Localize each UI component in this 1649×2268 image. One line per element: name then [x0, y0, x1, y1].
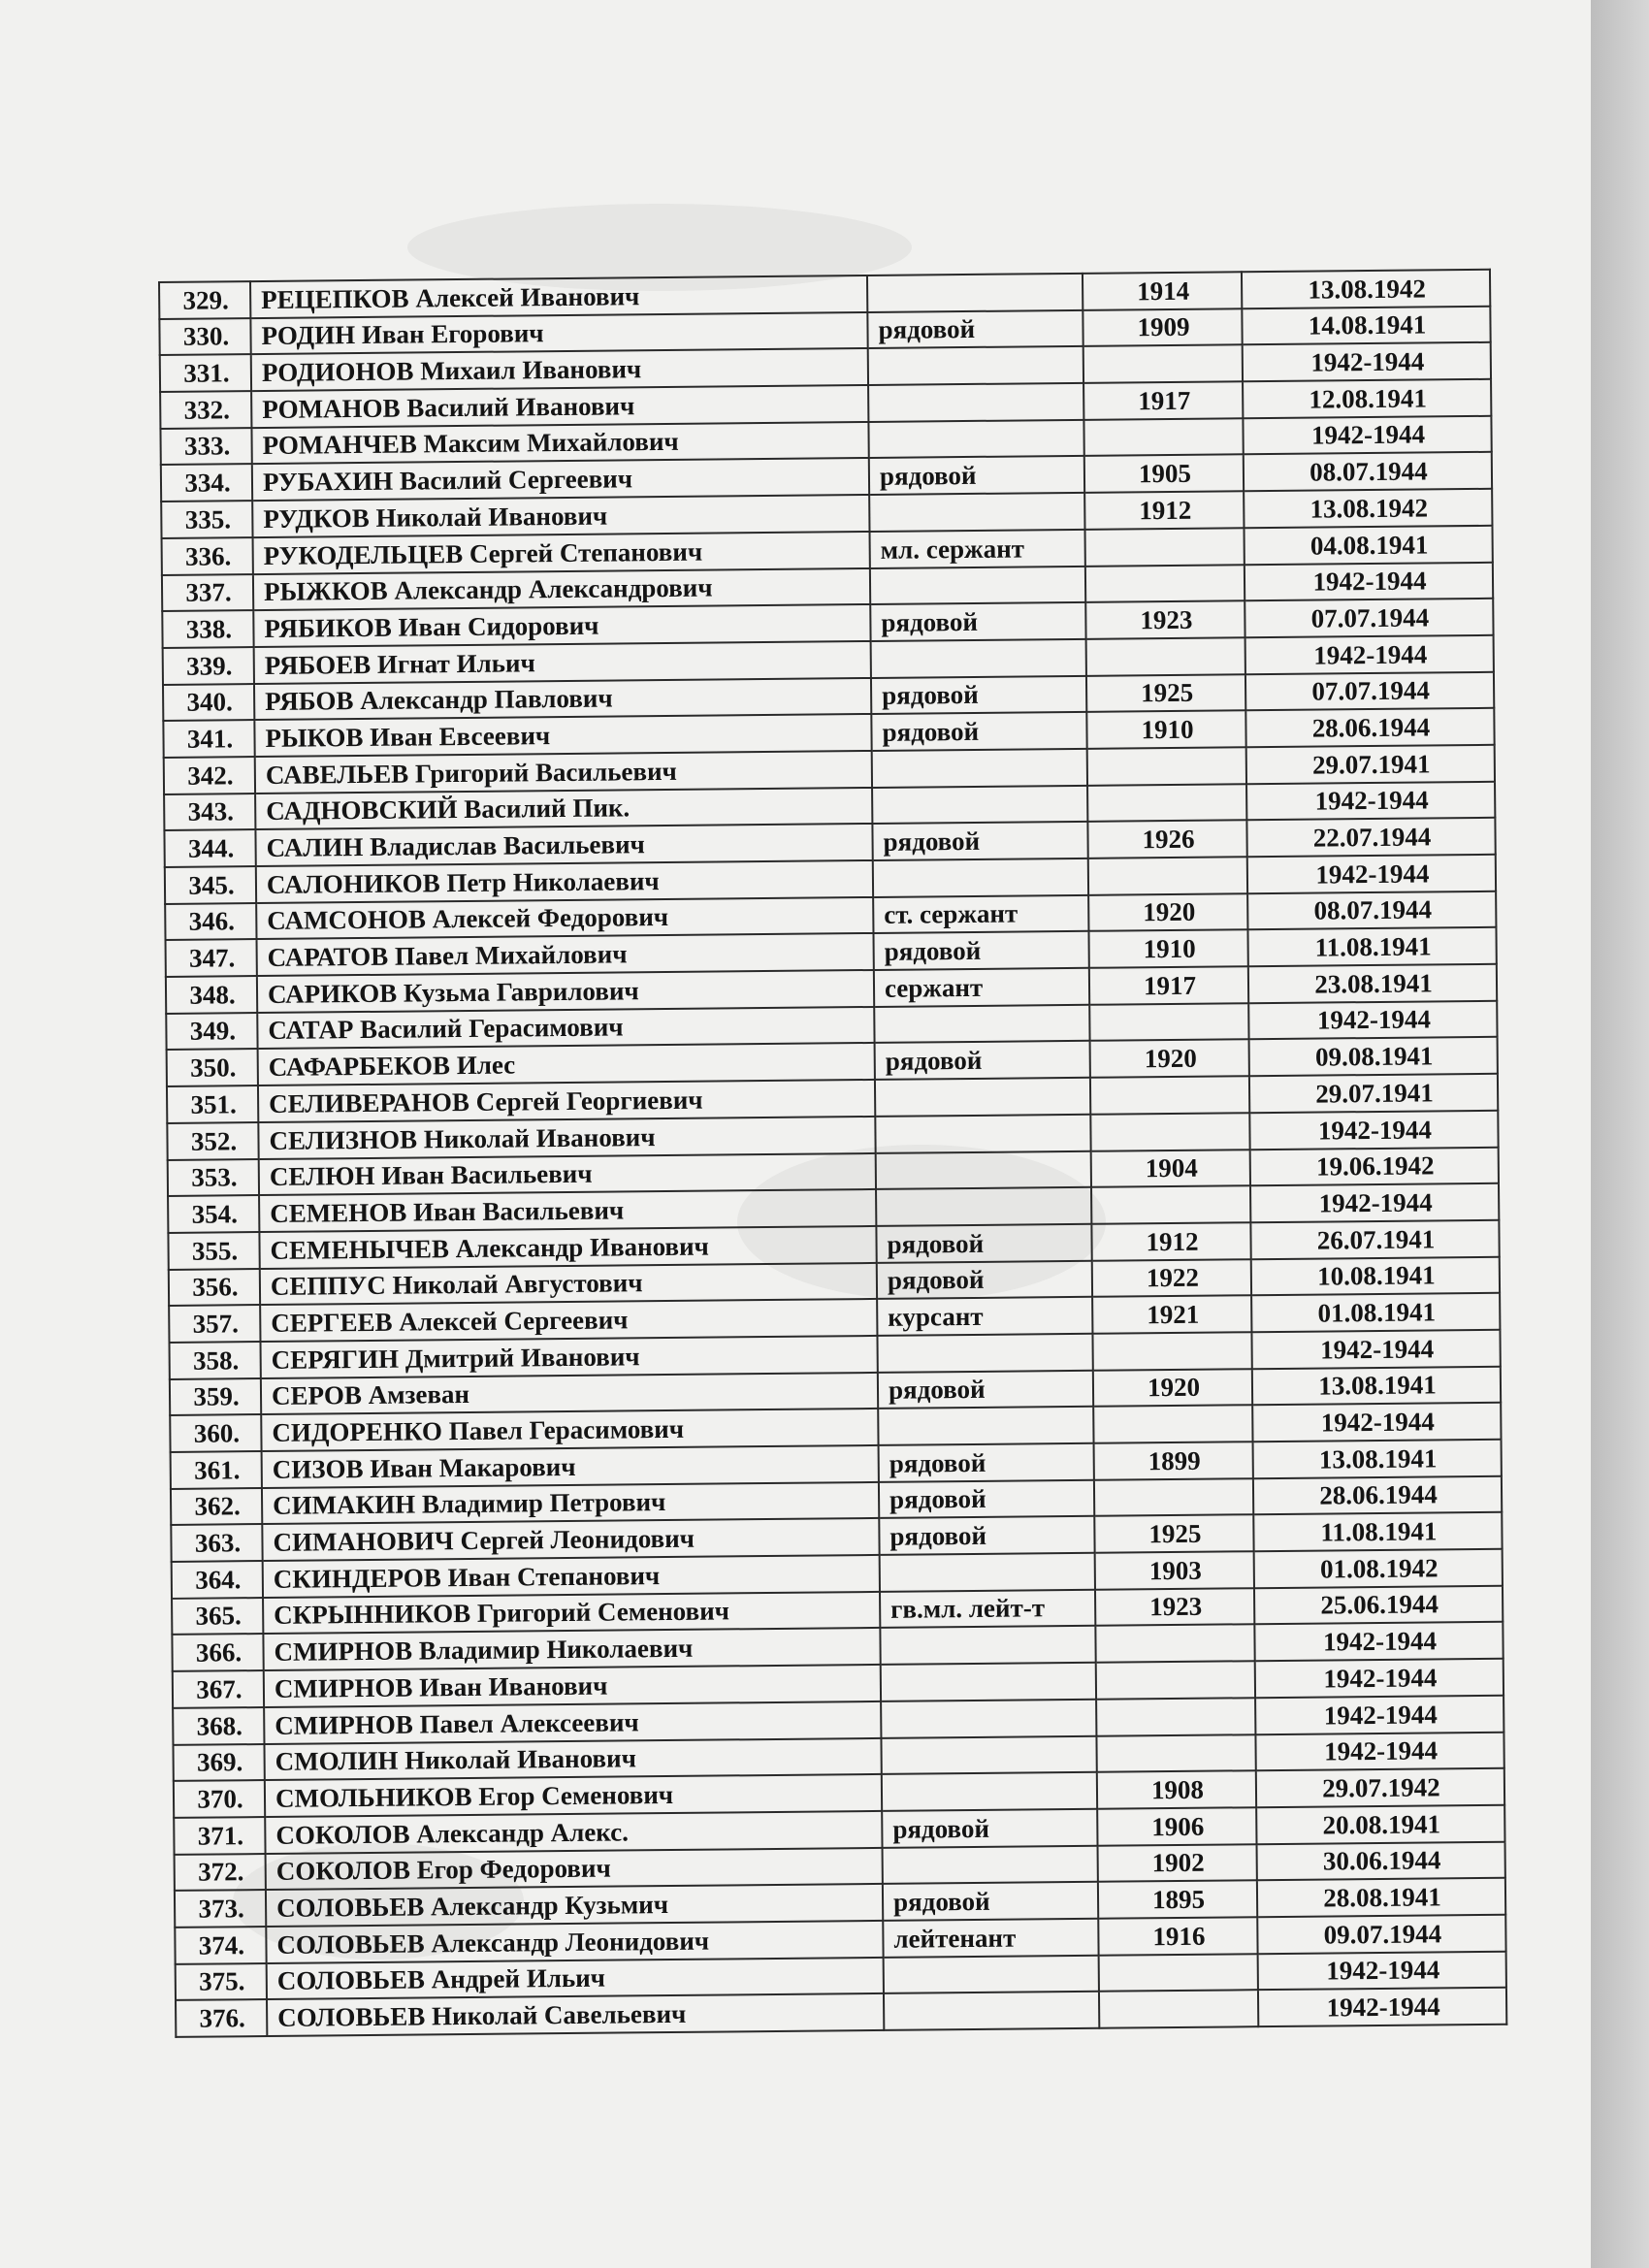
record-number: 341. — [163, 720, 254, 758]
record-name: СМИРНОВ Иван Иванович — [264, 1665, 881, 1707]
records-table-body — [159, 270, 1506, 2037]
record-number: 362. — [171, 1488, 262, 1526]
record-birth-year: 1905 — [1084, 455, 1244, 493]
record-date: 1942-1944 — [1249, 1111, 1498, 1150]
record-name: РОМАНОВ Василий Иванович — [251, 385, 868, 428]
record-date: 01.08.1942 — [1254, 1549, 1503, 1588]
record-number: 356. — [169, 1269, 260, 1307]
record-name: САДНОВСКИЙ Василий Пик. — [255, 788, 872, 830]
record-rank — [873, 859, 1088, 897]
record-rank: лейтенант — [883, 1919, 1098, 1958]
record-name: СИЗОВ Иван Макарович — [262, 1445, 879, 1488]
record-name: РУБАХИН Василий Сергеевич — [252, 458, 869, 501]
record-rank — [868, 346, 1083, 385]
record-number: 331. — [160, 354, 251, 392]
record-rank: рядовой — [883, 1882, 1098, 1921]
record-rank — [871, 639, 1086, 678]
record-rank — [876, 1187, 1091, 1226]
record-number: 368. — [173, 1707, 264, 1745]
record-number: 372. — [175, 1854, 266, 1892]
record-name: РЫКОВ Иван Евсеевич — [254, 714, 871, 757]
record-rank: рядовой — [870, 602, 1085, 641]
record-rank — [868, 420, 1083, 459]
record-rank: рядовой — [879, 1479, 1094, 1518]
record-birth-year: 1908 — [1097, 1770, 1256, 1808]
record-date: 1942-1944 — [1251, 1330, 1500, 1369]
record-number: 347. — [166, 939, 257, 977]
record-rank — [875, 1078, 1090, 1117]
record-rank — [884, 1992, 1099, 2030]
record-name: САРАТОВ Павел Михайлович — [257, 933, 874, 976]
record-birth-year: 1917 — [1089, 966, 1248, 1004]
record-birth-year: 1895 — [1098, 1880, 1257, 1918]
record-rank: рядовой — [875, 1041, 1090, 1080]
record-name: СОЛОВЬЕВ Александр Леонидович — [266, 1921, 883, 1963]
record-date: 09.08.1941 — [1249, 1037, 1498, 1076]
record-rank — [880, 1626, 1095, 1665]
record-birth-year: 1902 — [1098, 1844, 1257, 1882]
record-birth-year: 1912 — [1084, 491, 1244, 529]
record-number: 354. — [168, 1195, 259, 1233]
record-birth-year: 1910 — [1086, 711, 1245, 749]
record-rank: рядовой — [879, 1443, 1094, 1482]
record-rank: рядовой — [872, 822, 1087, 860]
record-rank: рядовой — [879, 1516, 1094, 1555]
record-birth-year — [1093, 1406, 1252, 1443]
record-rank: рядовой — [877, 1260, 1092, 1299]
record-name: СЕРГЕЕВ Алексей Сергеевич — [260, 1299, 877, 1342]
record-date: 1942-1944 — [1248, 1001, 1497, 1040]
record-name: СМИРНОВ Павел Алексеевич — [264, 1701, 881, 1744]
record-number: 345. — [165, 866, 256, 904]
record-name: РУДКОВ Николай Иванович — [252, 495, 869, 537]
record-number: 369. — [173, 1744, 264, 1782]
record-rank — [877, 1334, 1092, 1373]
record-rank: рядовой — [878, 1370, 1093, 1409]
record-rank — [883, 1845, 1098, 1884]
record-birth-year: 1904 — [1091, 1150, 1250, 1187]
record-rank: рядовой — [882, 1809, 1097, 1848]
record-name: САМСОНОВ Алексей Федорович — [256, 897, 873, 940]
record-number: 358. — [170, 1342, 261, 1379]
record-birth-year — [1085, 565, 1245, 602]
record-date: 1942-1944 — [1243, 342, 1491, 381]
record-number: 343. — [164, 794, 255, 831]
record-name: РЯБОВ Александр Павлович — [254, 678, 871, 721]
record-date: 08.07.1944 — [1247, 891, 1496, 929]
record-birth-year: 1906 — [1097, 1807, 1256, 1845]
record-date: 20.08.1941 — [1256, 1805, 1504, 1844]
record-number: 332. — [160, 391, 251, 429]
record-date: 07.07.1944 — [1245, 671, 1494, 710]
record-birth-year: 1917 — [1083, 381, 1243, 419]
record-number: 335. — [161, 501, 252, 538]
record-birth-year — [1090, 1113, 1249, 1150]
record-name: СМИРНОВ Владимир Николаевич — [263, 1628, 880, 1670]
record-name: САФАРБЕКОВ Илес — [258, 1043, 875, 1085]
record-rank — [874, 1005, 1089, 1044]
record-date: 22.07.1944 — [1246, 818, 1495, 857]
record-number: 374. — [175, 1927, 266, 1964]
record-name: СОЛОВЬЕВ Николай Савельевич — [267, 1993, 884, 2036]
record-rank — [872, 749, 1087, 788]
record-birth-year — [1092, 1332, 1251, 1370]
record-date: 1942-1944 — [1252, 1403, 1501, 1442]
record-name: РЯБОЕВ Игнат Ильич — [254, 641, 871, 684]
record-birth-year: 1914 — [1083, 272, 1242, 309]
record-rank: рядовой — [876, 1224, 1091, 1263]
record-rank — [867, 274, 1083, 312]
record-date: 1942-1944 — [1247, 855, 1496, 893]
records-table — [158, 269, 1507, 2038]
record-birth-year — [1096, 1698, 1255, 1735]
record-date: 14.08.1941 — [1242, 307, 1490, 345]
record-birth-year — [1090, 1076, 1249, 1114]
record-date: 29.07.1942 — [1256, 1768, 1504, 1807]
record-number: 357. — [169, 1305, 260, 1343]
record-birth-year: 1903 — [1095, 1551, 1254, 1589]
record-date: 11.08.1941 — [1247, 927, 1496, 966]
record-rank — [884, 1955, 1099, 1993]
record-rank: рядовой — [873, 931, 1088, 970]
record-name: СЕРЯГИН Дмитрий Иванович — [260, 1336, 877, 1378]
record-name: СЕРОВ Амзеван — [261, 1373, 878, 1415]
record-date: 19.06.1942 — [1250, 1147, 1499, 1185]
record-number: 351. — [167, 1085, 258, 1123]
record-number: 371. — [174, 1817, 265, 1855]
record-birth-year — [1083, 418, 1243, 456]
record-number: 342. — [164, 757, 255, 794]
record-number: 361. — [171, 1451, 262, 1489]
record-date: 11.08.1941 — [1253, 1512, 1502, 1551]
record-date: 28.06.1944 — [1245, 708, 1494, 747]
record-birth-year — [1091, 1185, 1250, 1223]
record-rank: мл. сержант — [870, 530, 1085, 568]
record-name: САРИКОВ Кузьма Гаврилович — [257, 970, 874, 1013]
record-birth-year — [1083, 345, 1243, 383]
record-number: 333. — [160, 428, 251, 466]
record-date: 1942-1944 — [1255, 1696, 1504, 1734]
record-number: 330. — [159, 318, 250, 356]
record-number: 367. — [173, 1670, 264, 1708]
record-rank — [882, 1772, 1097, 1811]
record-birth-year: 1922 — [1092, 1259, 1251, 1297]
record-name: РЯБИКОВ Иван Сидорович — [253, 604, 870, 647]
record-name: СИДОРЕНКО Павел Герасимович — [261, 1409, 878, 1451]
record-rank — [869, 493, 1084, 532]
record-number: 359. — [170, 1378, 261, 1416]
record-name: РУКОДЕЛЬЦЕВ Сергей Степанович — [253, 532, 870, 574]
record-birth-year — [1084, 528, 1244, 566]
record-number: 360. — [170, 1414, 261, 1452]
record-name: САТАР Василий Герасимович — [257, 1007, 874, 1050]
record-date: 10.08.1941 — [1251, 1256, 1500, 1295]
record-date: 1942-1944 — [1255, 1732, 1504, 1770]
record-name: САЛОНИКОВ Петр Николаевич — [256, 860, 873, 903]
record-name: РЕЦЕПКОВ Алексей Иванович — [250, 275, 867, 318]
record-date: 30.06.1944 — [1257, 1841, 1505, 1880]
record-number: 340. — [163, 684, 254, 722]
record-birth-year — [1086, 637, 1245, 675]
record-date: 1942-1944 — [1246, 781, 1495, 820]
record-date: 07.07.1944 — [1245, 599, 1493, 637]
record-name: СМОЛЬНИКОВ Егор Семенович — [265, 1774, 882, 1817]
record-date: 1942-1944 — [1254, 1622, 1503, 1661]
record-date: 29.07.1941 — [1249, 1074, 1498, 1113]
record-birth-year — [1095, 1625, 1254, 1663]
record-number: 348. — [166, 976, 257, 1014]
record-name: РЫЖКОВ Александр Александрович — [253, 567, 870, 610]
record-number: 346. — [165, 903, 256, 941]
record-date: 26.07.1941 — [1250, 1220, 1499, 1259]
record-number: 334. — [161, 465, 252, 502]
record-rank: рядовой — [871, 675, 1086, 714]
record-birth-year: 1899 — [1094, 1442, 1253, 1479]
record-date: 1942-1944 — [1243, 416, 1491, 455]
record-birth-year — [1088, 857, 1247, 894]
record-date: 13.08.1942 — [1242, 270, 1490, 308]
record-date: 13.08.1941 — [1252, 1366, 1501, 1405]
record-date: 01.08.1941 — [1251, 1293, 1500, 1332]
record-rank: сержант — [874, 968, 1089, 1007]
record-name: РОДИОНОВ Михаил Иванович — [251, 348, 868, 391]
record-name: СЕЛЮН Иван Васильевич — [259, 1152, 876, 1195]
record-name: СЕЛИВЕРАНОВ Сергей Георгиевич — [258, 1080, 875, 1122]
record-date: 29.07.1941 — [1246, 745, 1495, 784]
record-name: СЕППУС Николай Августович — [260, 1262, 877, 1305]
record-rank — [870, 566, 1085, 604]
record-birth-year: 1925 — [1086, 674, 1245, 712]
record-date: 28.06.1944 — [1253, 1475, 1502, 1514]
record-birth-year: 1925 — [1094, 1515, 1253, 1553]
record-birth-year — [1099, 1991, 1258, 2028]
record-name: САЛИН Владислав Васильевич — [255, 824, 872, 866]
record-number: 373. — [175, 1890, 266, 1928]
record-birth-year: 1923 — [1095, 1588, 1254, 1626]
record-rank: ст. сержант — [873, 895, 1088, 934]
record-rank: рядовой — [867, 310, 1083, 349]
record-date: 12.08.1941 — [1243, 379, 1491, 418]
record-rank — [878, 1407, 1093, 1445]
record-date: 28.08.1941 — [1257, 1878, 1505, 1917]
record-number: 366. — [172, 1634, 263, 1671]
record-rank — [881, 1735, 1096, 1774]
record-birth-year: 1920 — [1088, 893, 1247, 931]
record-number: 338. — [162, 610, 253, 648]
record-number: 350. — [167, 1049, 258, 1086]
record-birth-year: 1916 — [1098, 1917, 1257, 1955]
record-date: 13.08.1941 — [1253, 1440, 1502, 1478]
record-name: СОЛОВЬЕВ Андрей Ильич — [267, 1958, 884, 2000]
record-rank: гв.мл. лейт-т — [880, 1590, 1095, 1629]
record-date: 04.08.1941 — [1244, 526, 1492, 565]
record-rank: рядовой — [871, 712, 1086, 751]
record-birth-year: 1912 — [1091, 1222, 1250, 1260]
record-name: СКРЫННИКОВ Григорий Семенович — [263, 1592, 880, 1635]
record-date: 13.08.1942 — [1244, 489, 1492, 528]
record-name: РОДИН Иван Егорович — [250, 312, 867, 355]
record-number: 353. — [168, 1159, 259, 1197]
record-number: 349. — [166, 1013, 257, 1051]
record-date: 1942-1944 — [1245, 562, 1493, 600]
record-birth-year: 1926 — [1087, 821, 1246, 859]
record-number: 355. — [168, 1232, 259, 1270]
record-rank — [880, 1553, 1095, 1592]
record-rank — [881, 1663, 1096, 1701]
record-name: СЕМЕНЫЧЕВ Александр Иванович — [259, 1226, 876, 1269]
record-number: 329. — [159, 281, 250, 319]
record-birth-year — [1089, 1003, 1248, 1041]
record-date: 1942-1944 — [1245, 635, 1494, 674]
record-birth-year: 1909 — [1083, 308, 1242, 346]
record-date: 1942-1944 — [1255, 1659, 1504, 1698]
record-name: РОМАНЧЕВ Максим Михайлович — [251, 422, 868, 465]
record-name: СОКОЛОВ Александр Алекс. — [265, 1811, 882, 1854]
record-birth-year — [1096, 1734, 1255, 1772]
record-rank — [881, 1700, 1096, 1738]
record-name: СМОЛИН Николай Иванович — [264, 1737, 881, 1780]
record-name: САВЕЛЬЕВ Григорий Васильевич — [255, 751, 872, 794]
record-number: 344. — [164, 829, 255, 867]
record-date: 08.07.1944 — [1244, 452, 1492, 491]
record-name: СКИНДЕРОВ Иван Степанович — [263, 1555, 880, 1598]
record-date: 23.08.1941 — [1248, 964, 1497, 1003]
record-rank — [875, 1115, 1090, 1153]
record-number: 363. — [171, 1524, 262, 1562]
record-date: 25.06.1944 — [1254, 1586, 1503, 1625]
record-name: СОКОЛОВ Егор Федорович — [266, 1847, 883, 1890]
record-date: 1942-1944 — [1250, 1183, 1499, 1222]
record-name: СОЛОВЬЕВ Александр Кузьмич — [266, 1884, 883, 1927]
record-birth-year: 1920 — [1090, 1040, 1249, 1078]
record-number: 365. — [172, 1598, 263, 1636]
record-rank — [868, 383, 1083, 422]
record-number: 376. — [176, 1999, 267, 2037]
record-name: СИМАНОВИЧ Сергей Леонидович — [262, 1518, 879, 1561]
record-rank — [872, 785, 1087, 824]
record-birth-year: 1920 — [1093, 1369, 1252, 1407]
record-rank: рядовой — [869, 456, 1084, 495]
record-number: 370. — [174, 1780, 265, 1818]
record-birth-year — [1087, 784, 1246, 822]
record-rank — [876, 1150, 1091, 1189]
scan-page-edge — [1591, 0, 1649, 2268]
record-number: 336. — [162, 537, 253, 575]
record-number: 352. — [167, 1122, 258, 1160]
record-birth-year: 1910 — [1088, 930, 1247, 968]
record-date: 1942-1944 — [1258, 1988, 1506, 2026]
record-number: 337. — [162, 574, 253, 612]
record-birth-year: 1923 — [1085, 600, 1245, 638]
record-birth-year: 1921 — [1092, 1295, 1251, 1333]
record-birth-year — [1096, 1661, 1255, 1699]
record-date: 09.07.1944 — [1257, 1915, 1505, 1954]
record-date: 1942-1944 — [1258, 1951, 1506, 1990]
record-number: 375. — [176, 1963, 267, 2001]
record-name: СИМАКИН Владимир Петрович — [262, 1482, 879, 1525]
record-birth-year — [1094, 1478, 1253, 1516]
record-number: 364. — [172, 1561, 263, 1599]
record-rank: курсант — [877, 1297, 1092, 1336]
record-birth-year — [1087, 747, 1246, 785]
record-birth-year — [1099, 1954, 1258, 1992]
record-name: СЕЛИЗНОВ Николай Иванович — [258, 1117, 875, 1159]
record-number: 339. — [163, 647, 254, 685]
record-name: СЕМЕНОВ Иван Васильевич — [259, 1189, 876, 1232]
